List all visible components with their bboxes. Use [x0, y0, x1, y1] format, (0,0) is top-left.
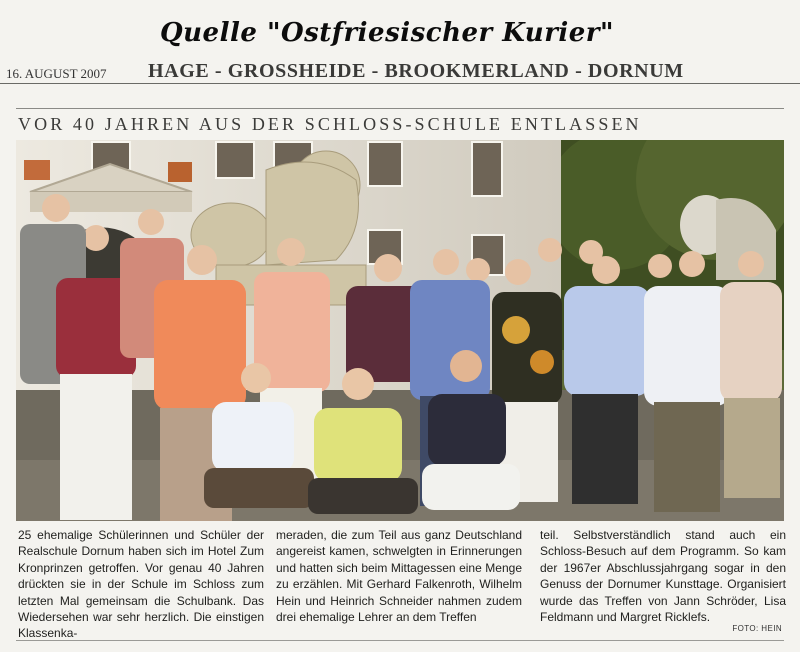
caption-column-1: 25 ehemalige Schülerinnen und Schüler der Realschule Dornum haben sich im Hotel Zum Kronprinzen getroffen. Vor genau 40 Jahren drückten sie in der Schule im Schloss zum letzten Mal gemeinsam die Schulbank. Das Wiedersehen war sehr herzlich. Die einstigen Klassenka-: [18, 528, 264, 641]
source-line: Quelle "Ostfriesischer Kurier": [160, 18, 615, 48]
caption-column-2: meraden, die zum Teil aus ganz Deutschland angereist kamen, schwelgten in Erinnerungen und hatten sich beim Mittagessen eine Menge zu erzählen. Mit Gerhard Falkenroth, Wilhelm Hein und Heinrich Schneider nahmen zudem drei ehemalige Lehrer an dem Treffen: [276, 528, 522, 625]
caption-column-3: teil. Selbstverständlich stand auch ein Schloss-Besuch auf dem Programm. So kam der 1967er Abschlussjahrgang sogar in den Genuss der Dornumer Kunsttage. Organisiert wurde das Treffen von Jann Schröder, Lisa Feldmann und Margret Ricklefs.: [540, 528, 786, 625]
group-photo: [16, 140, 784, 521]
issue-date: 16. AUGUST 2007: [6, 66, 107, 81]
section-rule: [16, 108, 784, 109]
bottom-rule: [16, 640, 784, 641]
headline: VOR 40 JAHREN AUS DER SCHLOSS-SCHULE ENTLASSEN: [18, 114, 642, 134]
top-rule: [0, 83, 800, 84]
region-header: HAGE - GROSSHEIDE - BROOKMERLAND - DORNUM: [148, 60, 684, 82]
photo-credit: FOTO: HEIN: [732, 624, 782, 633]
